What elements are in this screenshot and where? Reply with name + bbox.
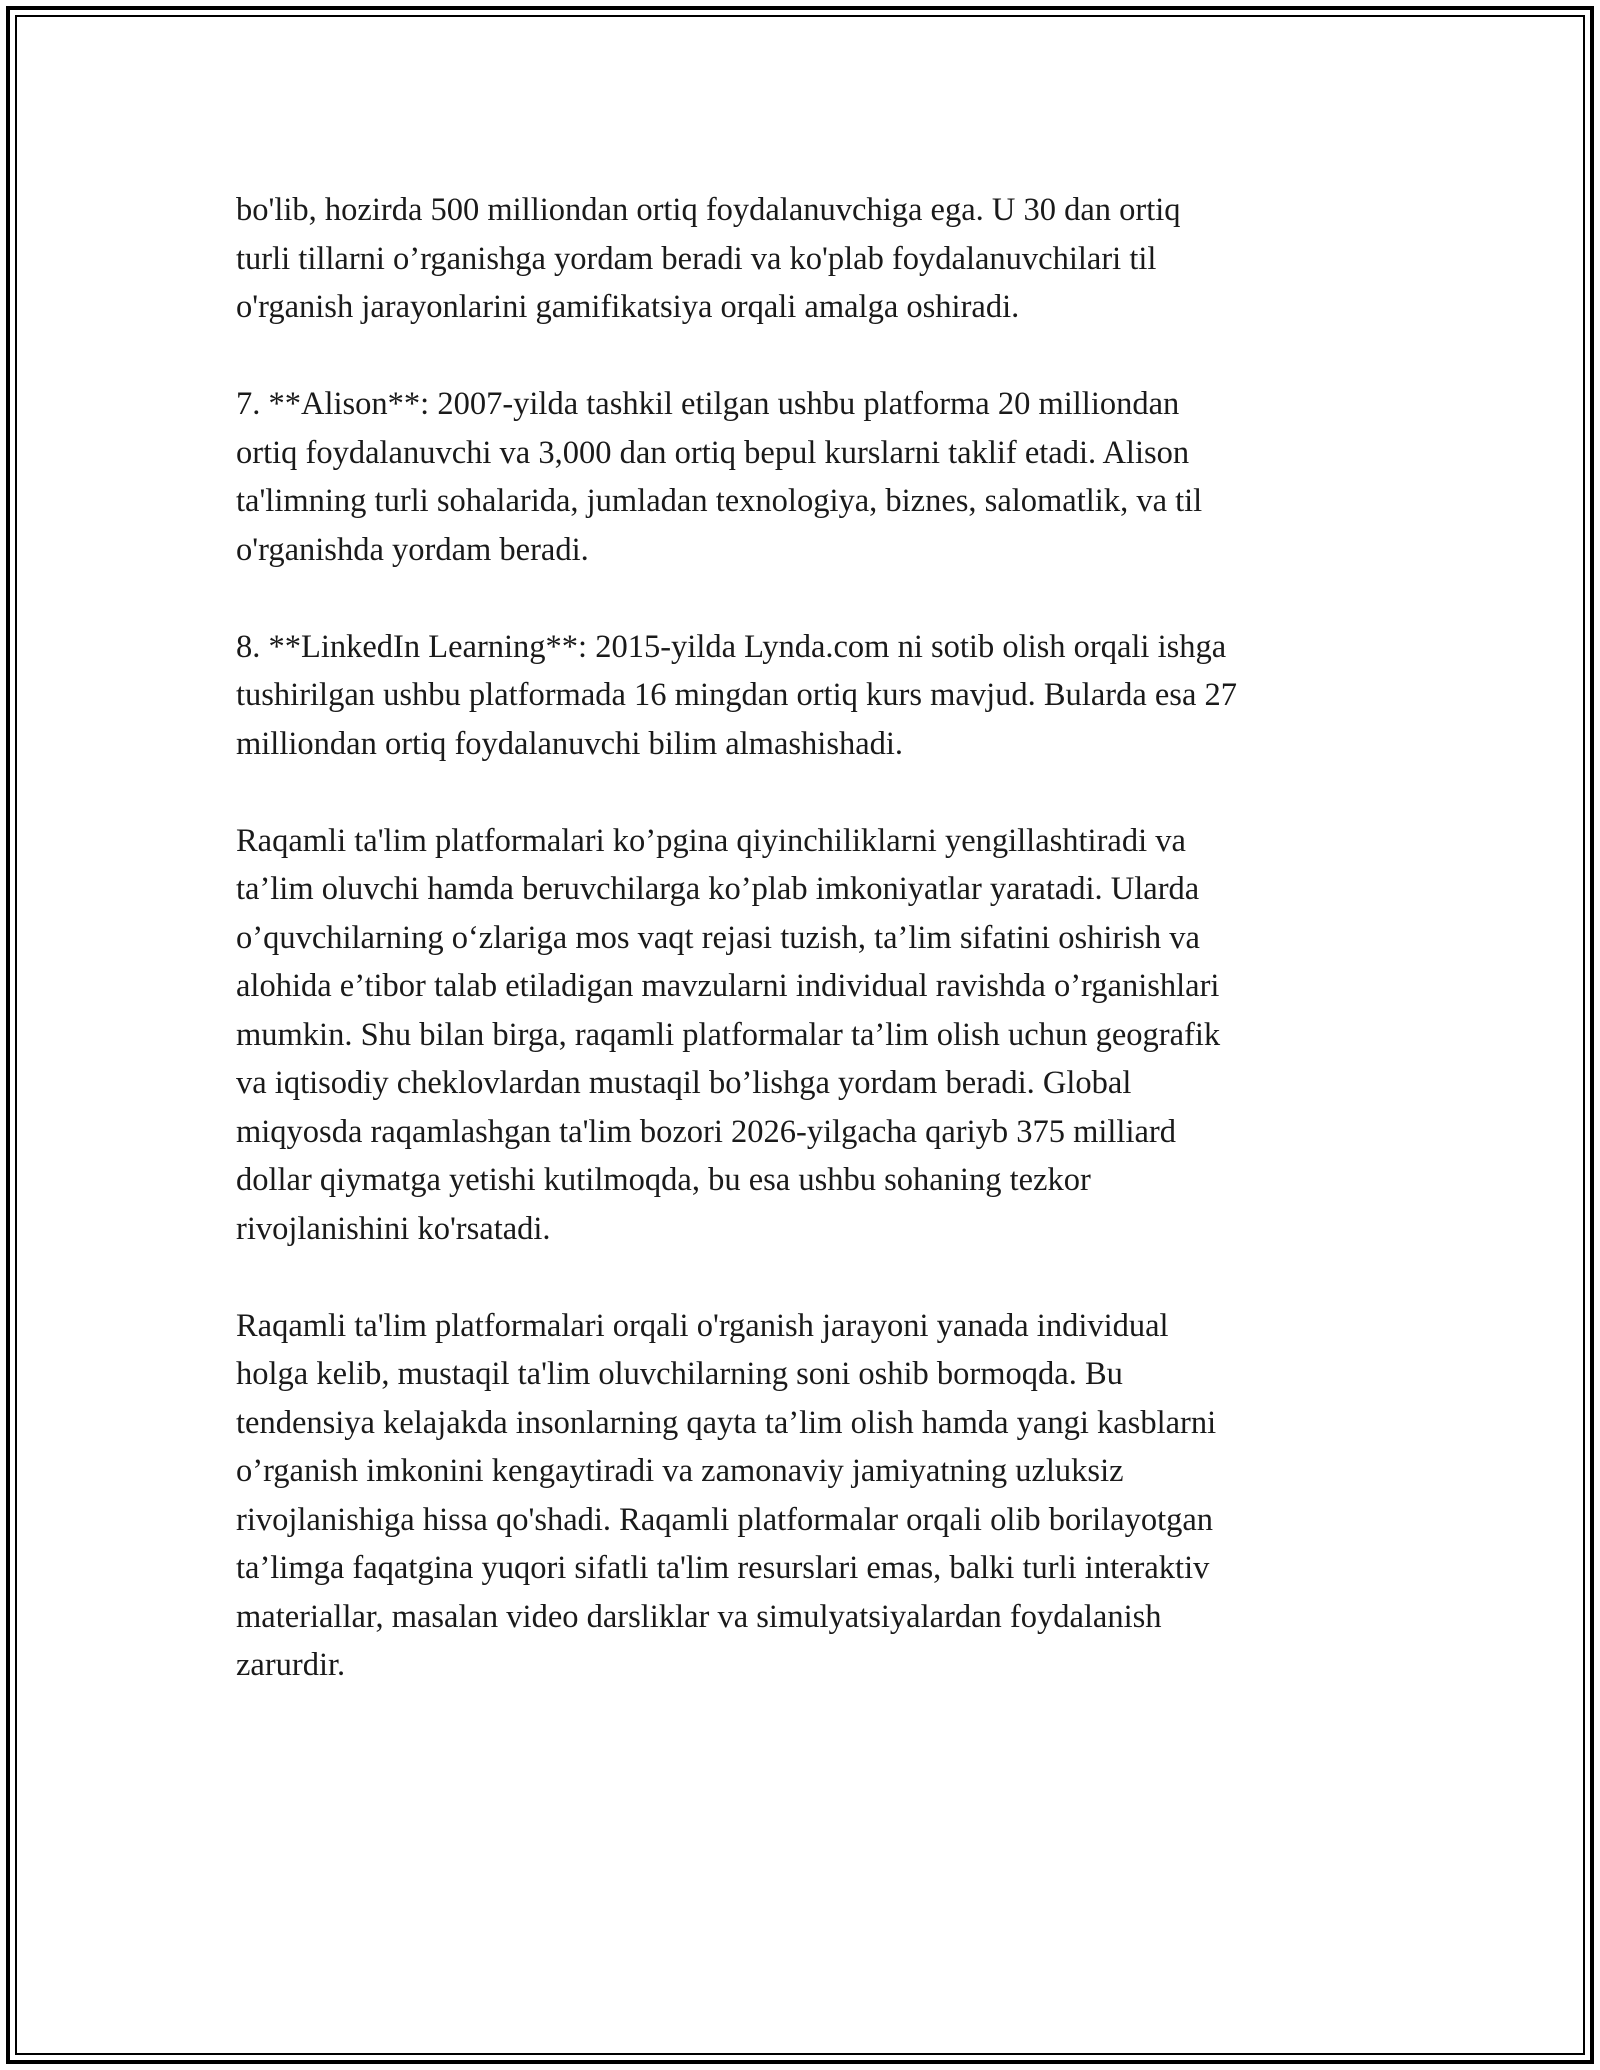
paragraph-linkedin-learning: 8. **LinkedIn Learning**: 2015-yilda Lynda.com ni sotib olish orqali ishga tushirilgan ushbu platformada 16 mingdan ortiq kurs mavjud. Bularda esa 27 milliondan ortiq foydalanuvchi bilim almashishadi. bbox=[236, 628, 1237, 762]
document-body bbox=[236, 186, 1376, 1738]
paragraph-conclusion: Raqamli ta'lim platformalari orqali o'rganish jarayoni yanada individual holga kelib, mustaqil ta'lim oluvchilarning soni oshib bormoqda. Bu tendensiya kelajakda insonlarning qayta ta’lim olish hamda yangi kasblarni o’rganish imkonini kengaytiradi va zamonaviy jamiyatning uzluksiz rivojlanishiga hissa qo'shadi. Raqamli platformalar orqali olib borilayotgan ta’limga faqatgina yuqori sifatli ta'lim resurslari emas, balki turli interaktiv materiallar, masalan video darsliklar va simulyatsiyalardan foydalanish zarurdir. bbox=[236, 1307, 1217, 1683]
paragraph-platform-continuation: bo'lib, hozirda 500 milliondan ortiq foydalanuvchiga ega. U 30 dan ortiq turli tillarni o’rganishga yordam beradi va ko'plab foydalanuvchilari til o'rganish jarayonlarini gamifikatsiya orqali amalga oshiradi. bbox=[236, 192, 1181, 325]
paragraph-benefits: Raqamli ta'lim platformalari ko’pgina qiyinchiliklarni yengillashtiradi va ta’lim oluvchi hamda beruvchilarga ko’plab imkoniyatlar yaratadi. Ularda o’quvchilarning o‘zlariga mos vaqt rejasi tuzish, ta’lim sifatini oshirish va alohida e’tibor talab etiladigan mavzularni individual ravishda o’rganishlari mumkin. Shu bilan birga, raqamli platformalar ta’lim olish uchun geografik va iqtisodiy cheklovlardan mustaqil bo’lishga yordam beradi. Global miqyosda raqamlashgan ta'lim bozori 2026-yilgacha qariyb 375 milliard dollar qiymatga yetishi kutilmoqda, bu esa ushbu sohaning tezkor rivojlanishini ko'rsatadi. bbox=[236, 822, 1221, 1247]
paragraph-alison: 7. **Alison**: 2007-yilda tashkil etilgan ushbu platforma 20 milliondan ortiq foydalanuvchi va 3,000 dan ortiq bepul kurslarni taklif etadi. Alison ta'limning turli sohalarida, jumladan texnologiya, biznes, salomatlik, va til o'rganishda yordam beradi. bbox=[236, 386, 1203, 568]
